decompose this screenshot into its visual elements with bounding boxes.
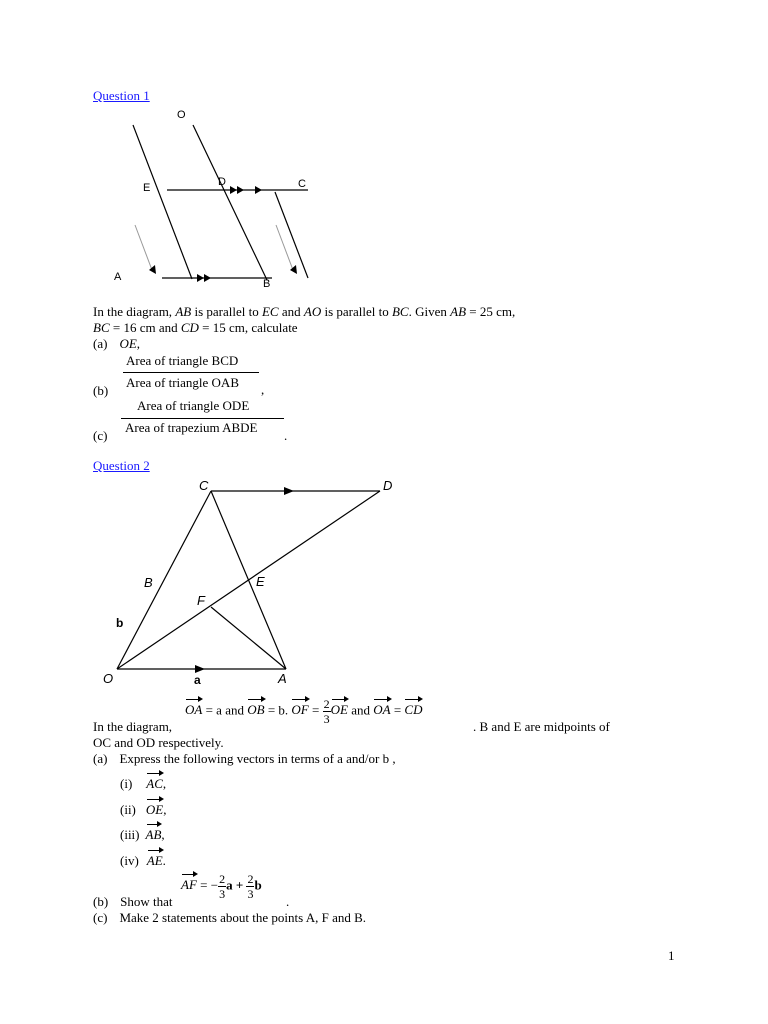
line-c-o: [117, 491, 211, 669]
q2-part-b: (b) Show that: [93, 894, 173, 909]
q2-intro-prefix: In the diagram,: [93, 719, 173, 734]
q2-af-equation: AF = − $\frac{2}{3}$ a + $\frac{2}{3}$ b: [181, 872, 262, 901]
q1-part-c-denominator: Area of trapezium ABDE: [125, 420, 258, 435]
label-e: E: [143, 182, 151, 194]
label-f: F: [197, 593, 205, 608]
q2-intro-line2: OC and OD respectively.: [93, 735, 224, 750]
label-b: B: [263, 278, 271, 290]
q2-part-c: (c) Make 2 statements about the points A, F and B.: [93, 910, 367, 925]
q1-intro-line2: BC = 16 cm and CD = 15 cm, calculate: [93, 320, 298, 335]
q1-part-b-suffix: ,: [261, 382, 265, 397]
q1-part-a: (a) OE,: [93, 336, 141, 351]
q2-item-ii: (ii) OE,: [120, 802, 167, 817]
label-vector-b: b: [116, 616, 124, 630]
label-a: A: [278, 671, 287, 686]
label-e: E: [256, 574, 265, 589]
q1-part-b-label: (b): [93, 383, 109, 398]
q1-part-c-label: (c): [93, 428, 108, 443]
arrowhead-cd: [284, 487, 294, 495]
label-c: C: [199, 478, 209, 493]
label-vector-a: a: [194, 673, 201, 687]
question-1-title[interactable]: Question 1: [93, 88, 150, 103]
q2-item-iii: (iii) AB,: [120, 827, 165, 842]
label-o: O: [177, 109, 186, 121]
label-d: D: [383, 478, 393, 493]
question-2-title[interactable]: Question 2: [93, 458, 150, 473]
label-d: D: [218, 176, 226, 188]
label-b: B: [144, 575, 153, 590]
line-o-d: [117, 491, 380, 669]
arrowhead-oa: [195, 665, 205, 673]
q1-part-c-suffix: .: [284, 428, 288, 443]
label-o: O: [103, 671, 114, 686]
q2-intro-suffix: . B and E are midpoints of: [473, 719, 610, 734]
q2-item-iv: (iv) AE.: [120, 853, 166, 868]
q1-part-b-numerator: Area of triangle BCD: [126, 353, 239, 368]
q2-item-i: (i) AC,: [120, 776, 167, 791]
label-a: A: [114, 271, 122, 283]
line-f-a: [211, 607, 286, 669]
page-number: 1: [668, 948, 675, 963]
q2-part-a: (a) Express the following vectors in terms of a and/or b ,: [93, 751, 396, 766]
q1-part-b-denominator: Area of triangle OAB: [126, 375, 239, 390]
q1-part-c-numerator: Area of triangle ODE: [137, 398, 250, 413]
q1-intro-line1: In the diagram, AB is parallel to EC and AO is parallel to BC. Given AB = 25 cm,: [93, 304, 516, 319]
label-c: C: [298, 178, 306, 190]
q2-given-vectors: OA = a and OB = b. OF = $\frac{2}{3}$ OE and OA = CD: [185, 697, 423, 726]
q2-part-b-suffix: .: [286, 894, 290, 909]
